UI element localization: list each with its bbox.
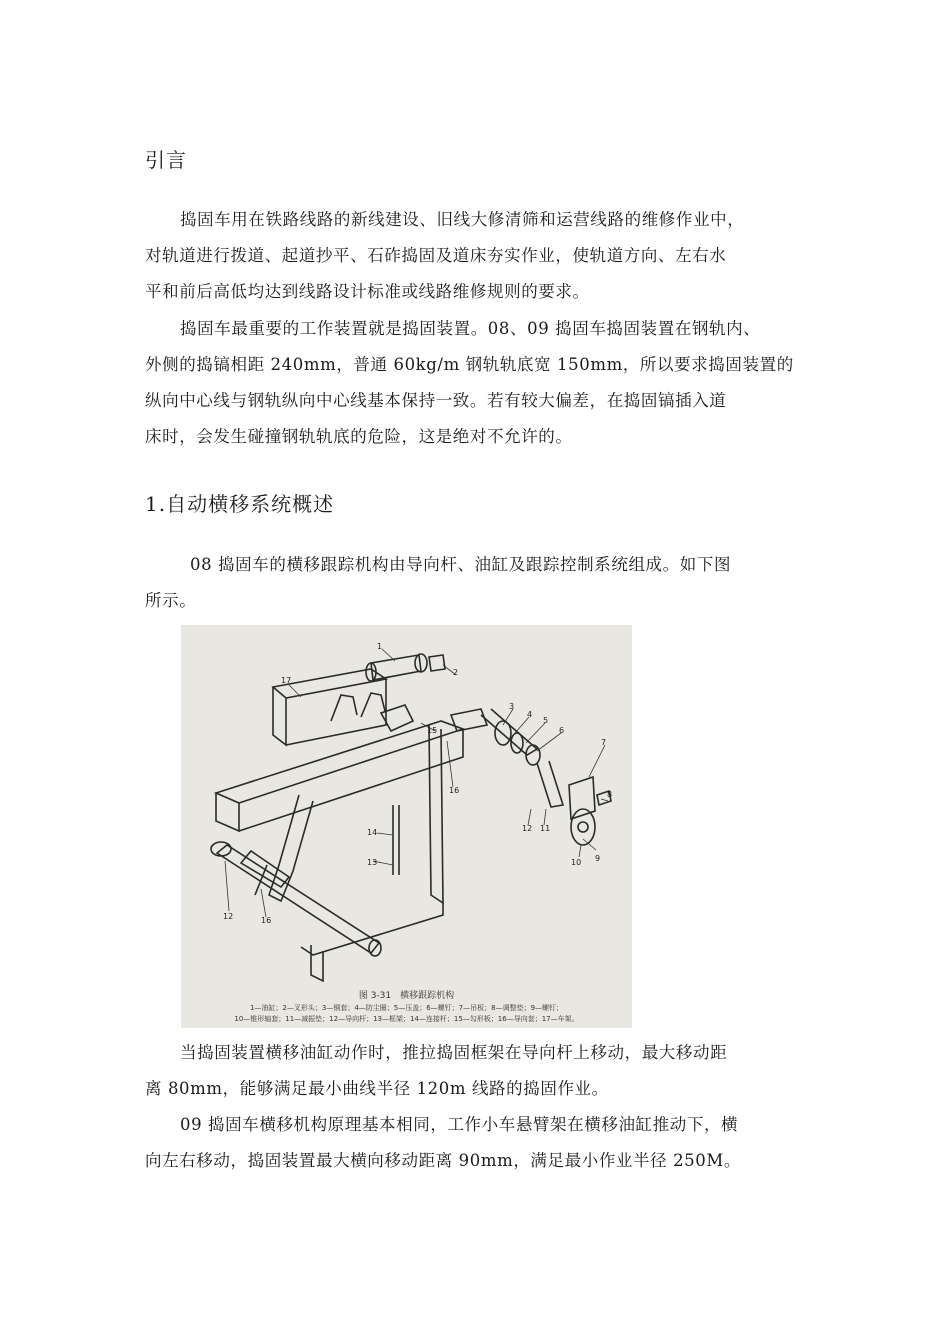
part-label: 8 [607, 790, 613, 799]
intro-paragraph-2-line-1: 捣固车最重要的工作装置就是捣固装置。08、09 捣固车捣固装置在钢轨内、 [180, 319, 761, 338]
part-label: 16 [261, 916, 272, 925]
part-label: 13 [367, 858, 378, 867]
traverse-tracking-mechanism-figure [181, 625, 632, 1028]
part-label: 12 [223, 912, 234, 921]
intro-paragraph-1-line-1: 捣固车用在铁路线路的新线建设、旧线大修清筛和运营线路的维修作业中， [180, 210, 745, 229]
intro-heading: 引言 [145, 148, 187, 172]
part-label: 10 [571, 858, 582, 867]
part-label: 7 [601, 738, 607, 747]
intro-paragraph-1-line-3: 平和前后高低均达到线路设计标准或线路维修规则的要求。 [145, 282, 590, 301]
section-1-paragraph-1-line-2: 所示。 [145, 591, 197, 610]
section-1-paragraph-2-line-1: 当捣固装置横移油缸动作时，推拉捣固框架在导向杆上移动，最大移动距 [180, 1043, 728, 1062]
part-label: 16 [449, 786, 460, 795]
part-label: 14 [367, 828, 378, 837]
intro-paragraph-2-line-4: 床时，会发生碰撞钢轨轨底的危险，这是绝对不允许的。 [145, 427, 573, 446]
part-label: 5 [543, 716, 549, 725]
intro-paragraph-1-line-2: 对轨道进行拨道、起道抄平、石砟捣固及道床夯实作业，使轨道方向、左右水 [145, 246, 727, 265]
intro-paragraph-2-line-2: 外侧的捣镐相距 240mm，普通 60kg/m 钢轨轨底宽 150mm，所以要求捣固装置的 [145, 355, 794, 374]
part-label: 3 [509, 702, 515, 711]
part-label: 2 [453, 668, 459, 677]
mechanism-drawing [181, 625, 632, 1028]
part-label: 4 [527, 710, 533, 719]
figure-caption-legend-line-2: 10—锥形轴套；11—减振垫；12—导向杆；13—框架；14—连接杆；15—勾形板；16—导向套；17—车架。 [234, 1015, 579, 1023]
part-label: 6 [559, 726, 565, 735]
section-1-paragraph-3-line-2: 向左右移动，捣固装置最大横向移动距离 90mm，满足最小作业半径 250M。 [145, 1151, 741, 1170]
part-label: 15 [427, 726, 438, 735]
section-1-heading: 1.自动横移系统概述 [145, 492, 335, 516]
section-1-paragraph-2-line-2: 离 80mm，能够满足最小曲线半径 120m 线路的捣固作业。 [145, 1079, 609, 1098]
part-label: 12 [522, 824, 533, 833]
intro-paragraph-2-line-3: 纵向中心线与钢轨纵向中心线基本保持一致。若有较大偏差，在捣固镐插入道 [145, 391, 727, 410]
section-1-paragraph-3-line-1: 09 捣固车横移机构原理基本相同，工作小车悬臂架在横移油缸推动下，横 [180, 1115, 739, 1134]
part-label: 17 [281, 676, 292, 685]
part-label: 11 [540, 824, 551, 833]
section-1-paragraph-1-line-1: 08 捣固车的横移跟踪机构由导向杆、油缸及跟踪控制系统组成。如下图 [190, 555, 732, 574]
part-label: 9 [595, 854, 601, 863]
figure-caption-legend-line-1: 1—油缸；2—叉形头；3—铜套；4—防尘圈；5—压盖；6—螺钉；7—吊板；8—调整垫；9—螺钉； [249, 1004, 564, 1012]
figure-caption-title: 图 3-31 横移跟踪机构 [358, 991, 455, 1001]
part-label: 1 [377, 642, 383, 651]
